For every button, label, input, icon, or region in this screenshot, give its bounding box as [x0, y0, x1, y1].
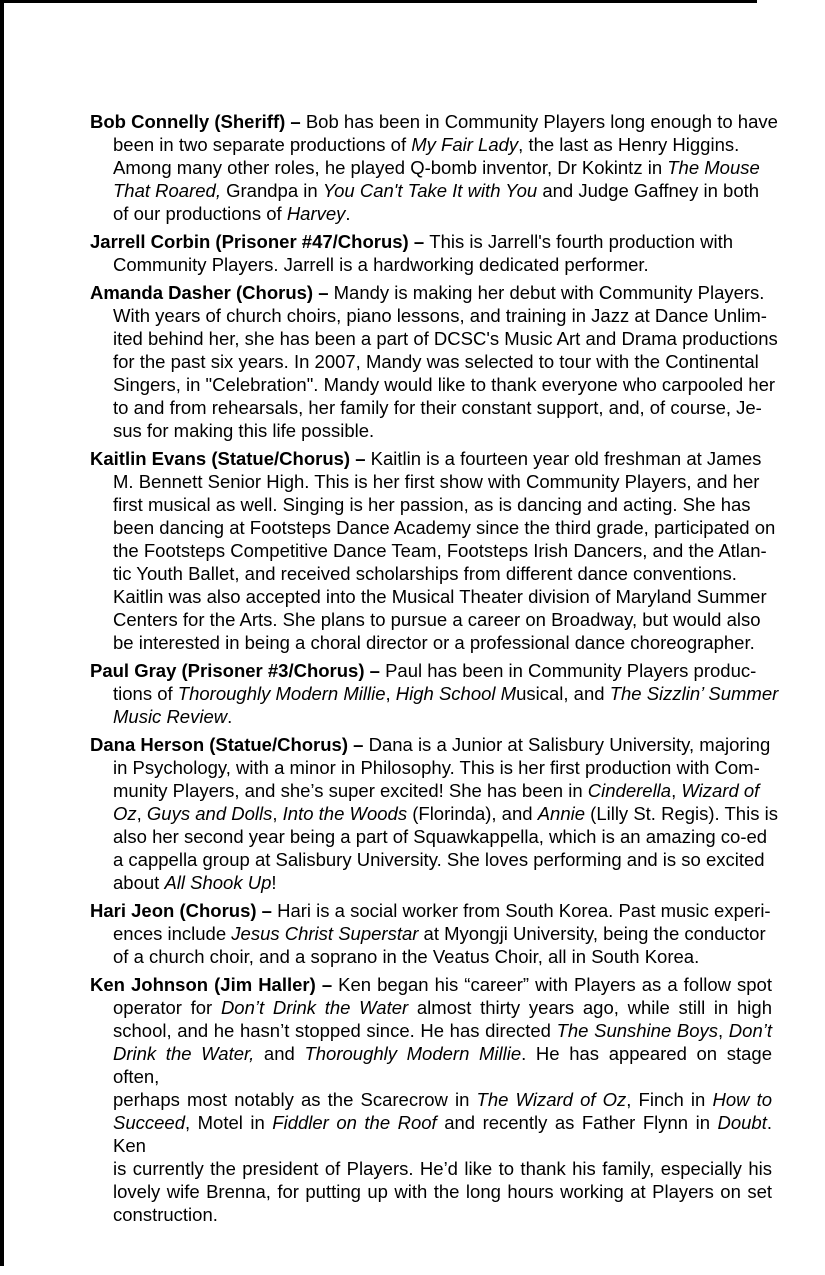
text-line	[90, 281, 772, 304]
bio-text: lovely wife Brenna, for putting up with the long hours working at Players on set	[113, 1181, 772, 1202]
actor-name-role: Amanda Dasher (Chorus) –	[90, 282, 334, 303]
bio-text: Wizard of	[681, 780, 760, 801]
text-line	[113, 539, 772, 562]
text-line	[113, 1157, 772, 1180]
bio-text: .	[227, 706, 233, 727]
actor-name-role: Bob Connelly (Sheriff) –	[90, 111, 306, 132]
bio-text: usical, and	[516, 683, 610, 704]
bio-text: All Shook Up	[164, 872, 272, 893]
bio-text: . He has appeared on stage often,	[113, 1043, 772, 1087]
bio-text: Thoroughly Modern Millie	[177, 683, 386, 704]
text-line	[90, 447, 772, 470]
bio-text: Ken began his “career” with Players as a follow spot	[338, 974, 772, 995]
bio-text: and	[254, 1043, 305, 1064]
text-line	[113, 802, 778, 825]
bio-text: is currently the president of Players. He’d like to thank his family, especially his	[113, 1158, 772, 1179]
bio-list	[90, 110, 779, 1231]
text-line	[113, 705, 772, 728]
text-line	[113, 373, 776, 396]
text-line	[113, 1180, 772, 1203]
bio-text: Music Review	[113, 706, 228, 727]
bio-text: Grandpa in	[220, 180, 323, 201]
page-border-left	[0, 0, 4, 1266]
bio-text: !	[271, 872, 277, 893]
bio-amanda-dasher	[90, 281, 778, 442]
bio-text: ited behind her, she has been a part of DCSC's Music Art and Drama productions	[113, 328, 778, 349]
actor-name-role: Jarrell Corbin (Prisoner #47/Chorus) –	[90, 231, 430, 252]
text-line	[113, 848, 772, 871]
bio-text: Bob has been in Community Players long enough to have	[305, 111, 778, 132]
text-line	[113, 1042, 772, 1088]
text-line	[113, 922, 772, 945]
text-line	[113, 419, 772, 442]
bio-text: (Lilly St. Regis). This is	[585, 803, 778, 824]
text-line	[113, 493, 772, 516]
text-line	[90, 733, 772, 756]
bio-text: operator for	[113, 997, 221, 1018]
bio-text: Drink the Water,	[113, 1043, 255, 1064]
bio-text: tic Youth Ballet, and received scholarships from different dance conventions.	[113, 563, 737, 584]
bio-text: Centers for the Arts. She plans to pursue a career on Broadway, but would also	[113, 609, 761, 630]
bio-text: for the past six years. In 2007, Mandy was selected to tour with the Continental	[113, 351, 759, 372]
text-line	[113, 304, 772, 327]
bio-text: at Myongji University, being the conductor	[418, 923, 766, 944]
text-line	[113, 350, 772, 373]
text-line	[113, 202, 772, 225]
bio-text: Oz	[113, 803, 137, 824]
bio-text: tions of	[113, 683, 178, 704]
bio-text: be interested in being a choral director or a professional dance choreographer.	[113, 632, 755, 653]
bio-text: ,	[385, 683, 396, 704]
bio-ken-johnson	[90, 973, 772, 1226]
bio-text: Thoroughly Modern Millie	[304, 1043, 522, 1064]
bio-text: also her second year being a part of Squawkappella, which is an amazing co-ed	[113, 826, 768, 847]
bio-text: been dancing at Footsteps Dance Academy since the third grade, participated on	[113, 517, 776, 538]
text-line	[113, 562, 772, 585]
actor-name-role: Paul Gray (Prisoner #3/Chorus) –	[90, 660, 386, 681]
actor-name-role: Kaitlin Evans (Statue/Chorus) –	[90, 448, 371, 469]
bio-text: Hari is a social worker from South Korea. Past music experi-	[277, 900, 771, 921]
text-line	[113, 1088, 772, 1111]
bio-text: How to	[712, 1089, 773, 1110]
bio-text: ,	[671, 780, 682, 801]
bio-text: Cinderella	[587, 780, 672, 801]
bio-text: Dana is a Junior at Salisbury University, majoring	[368, 734, 771, 755]
bio-text: .	[345, 203, 351, 224]
bio-text: (Florinda), and	[407, 803, 538, 824]
bio-text: almost thirty years ago, while still in high	[408, 997, 772, 1018]
bio-text: perhaps most notably as the Scarecrow in	[113, 1089, 477, 1110]
bio-text: The Sunshine Boys	[556, 1020, 719, 1041]
bio-text: Don’t Drink the Water	[220, 997, 409, 1018]
bio-text: Don’t	[728, 1020, 772, 1041]
bio-text: Jesus Christ Superstar	[231, 923, 419, 944]
text-line	[113, 585, 772, 608]
bio-text: My Fair Lady	[411, 134, 519, 155]
bio-text: Fiddler on the Roof	[272, 1112, 437, 1133]
bio-text: and recently as Father Flynn in	[436, 1112, 718, 1133]
bio-text: in Psychology, with a minor in Philosophy. This is her first production with Com-	[113, 757, 760, 778]
bio-text: Harvey	[286, 203, 346, 224]
text-line	[113, 179, 772, 202]
bio-text: , Motel in	[185, 1112, 273, 1133]
text-line	[113, 396, 772, 419]
bio-text: The Sizzlin’ Summer	[609, 683, 779, 704]
bio-text: You Can't Take It with You	[322, 180, 538, 201]
bio-text: been in two separate productions of	[113, 134, 412, 155]
bio-text: construction.	[113, 1204, 218, 1225]
bio-hari-jeon	[90, 899, 772, 968]
bio-text: The Wizard of Oz	[476, 1089, 627, 1110]
bio-text: Singers, in "Celebration". Mandy would like to thank everyone who carpooled her	[113, 374, 776, 395]
text-line	[113, 945, 772, 968]
bio-text: first musical as well. Singing is her passion, as is dancing and acting. She has	[113, 494, 751, 515]
text-line	[113, 1203, 772, 1226]
text-line	[113, 756, 772, 779]
bio-text: This is Jarrell's fourth production with	[429, 231, 734, 252]
page-border-top	[0, 0, 757, 3]
bio-text: of our productions of	[113, 203, 287, 224]
text-line	[90, 110, 778, 133]
bio-text: ,	[718, 1020, 729, 1041]
text-line	[113, 516, 776, 539]
bio-text: sus for making this life possible.	[113, 420, 375, 441]
bio-text: Community Players. Jarrell is a hardworking dedicated performer.	[113, 254, 649, 275]
bio-text: The Mouse	[667, 157, 760, 178]
text-line	[113, 779, 772, 802]
bio-text: Kaitlin is a fourteen year old freshman at James	[370, 448, 762, 469]
bio-bob-connelly	[90, 110, 778, 225]
bio-kaitlin-evans	[90, 447, 776, 654]
bio-text: to and from rehearsals, her family for their constant support, and, of course, Je-	[113, 397, 762, 418]
bio-text: With years of church choirs, piano lessons, and training in Jazz at Dance Unlim-	[113, 305, 767, 326]
bio-text: , the last as Henry Higgins.	[518, 134, 740, 155]
text-line	[113, 470, 772, 493]
bio-text: and Judge Gaffney in both	[537, 180, 760, 201]
bio-text: Paul has been in Community Players produc-	[385, 660, 757, 681]
bio-text: of a church choir, and a soprano in the Veatus Choir, all in South Korea.	[113, 946, 700, 967]
bio-text: Into the Woods	[282, 803, 408, 824]
text-line	[113, 1019, 772, 1042]
text-line	[113, 327, 778, 350]
actor-name-role: Hari Jeon (Chorus) –	[90, 900, 278, 921]
text-line	[113, 156, 772, 179]
bio-text: Guys and Dolls	[146, 803, 273, 824]
bio-text: Annie	[537, 803, 586, 824]
bio-text: High School M	[395, 683, 517, 704]
bio-dana-herson	[90, 733, 778, 894]
bio-text: school, and he hasn’t stopped since. He has directed	[113, 1020, 557, 1041]
bio-paul-gray	[90, 659, 779, 728]
text-line	[90, 230, 772, 253]
text-line	[113, 682, 779, 705]
actor-name-role: Dana Herson (Statue/Chorus) –	[90, 734, 369, 755]
bio-text: the Footsteps Competitive Dance Team, Footsteps Irish Dancers, and the Atlan-	[113, 540, 767, 561]
bio-text: Doubt	[717, 1112, 767, 1133]
text-line	[113, 608, 772, 631]
text-line	[113, 871, 772, 894]
bio-text: ences include	[113, 923, 232, 944]
bio-text: about	[113, 872, 165, 893]
bio-text: Succeed	[113, 1112, 185, 1133]
bio-text: munity Players, and she’s super excited! She has been in	[113, 780, 588, 801]
bio-text: . Ken	[113, 1112, 772, 1156]
bio-text: Mandy is making her debut with Community Players.	[333, 282, 765, 303]
bio-text: M. Bennett Senior High. This is her first show with Community Players, and her	[113, 471, 760, 492]
bio-text: , Finch in	[626, 1089, 713, 1110]
text-line	[113, 631, 772, 654]
text-line	[113, 996, 772, 1019]
text-line	[90, 659, 772, 682]
bio-text: That Roared,	[113, 180, 221, 201]
text-line	[113, 1111, 772, 1157]
text-line	[113, 825, 772, 848]
bio-text: Kaitlin was also accepted into the Musical Theater division of Maryland Summer	[113, 586, 767, 607]
bio-text: ,	[272, 803, 283, 824]
text-line	[113, 253, 772, 276]
text-line	[90, 899, 772, 922]
actor-name-role: Ken Johnson (Jim Haller) –	[90, 974, 339, 995]
bio-text: Among many other roles, he played Q-bomb inventor, Dr Kokintz in	[113, 157, 668, 178]
text-line	[113, 133, 772, 156]
text-line	[90, 973, 772, 996]
bio-text: ,	[136, 803, 147, 824]
bio-text: a cappella group at Salisbury University. She loves performing and is so excited	[113, 849, 765, 870]
bio-jarrell-corbin	[90, 230, 772, 276]
